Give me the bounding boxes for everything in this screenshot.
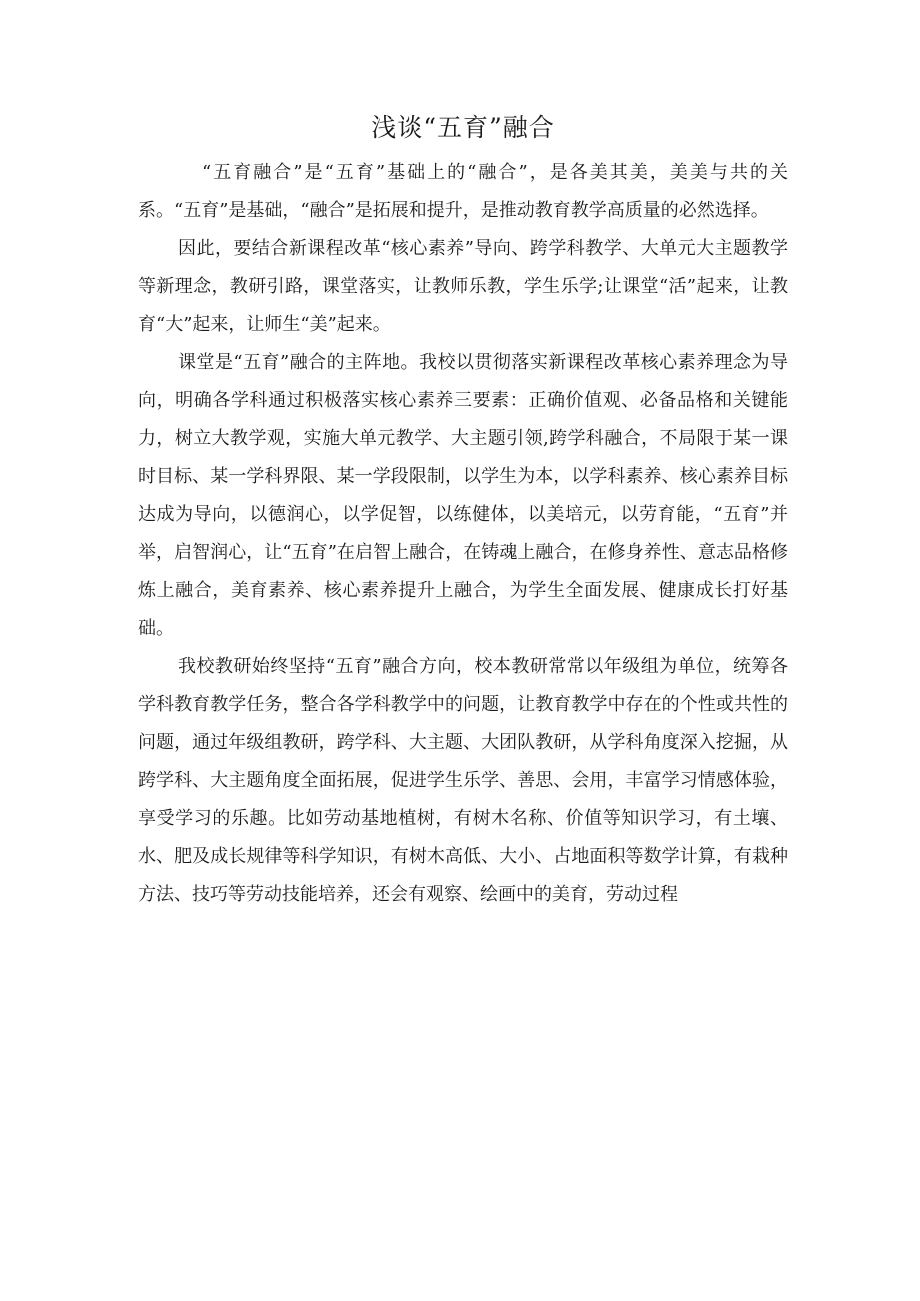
paragraph-4: 我校教研始终坚持“五育”融合方向，校本教研常常以年级组为单位，统筹各学科教育教学任务，整合各学科教学中的问题，让教育教学中存在的个性或共性的问题，通过年级组教研，跨学科、大主题、大团队教研，从学科角度深入挖掘，从跨学科、大主题角度全面拓展，促进学生乐学、善思、会用，丰富学习情感体验，享受学习的乐趣。比如劳动基地植树，有树木名称、价值等知识学习，有土壤、水、肥及成长规律等科学知识，有树木高低、大小、占地面积等数学计算，有栽种方法、技巧等劳动技能培养，还会有观察、绘画中的美育，劳动过程 <box>138 656 788 905</box>
document-page <box>138 108 788 914</box>
paragraph-3: 课堂是“五育”融合的主阵地。我校以贯彻落实新课程改革核心素养理念为导向，明确各学科通过积极落实核心素养三要素：正确价值观、必备品格和关键能力，树立大教学观，实施大单元教学、大主题引领,跨学科融合，不局限于某一课时目标、某一学科界限、某一学段限制，以学生为本，以学科素养、核心素养目标达成为导向，以德润心，以学促智，以练健体，以美培元，以劳育能，“五育”并举，启智润心，让“五育”在启智上融合，在铸魂上融合，在修身养性、意志品格修炼上融合，美育素养、核心素养提升上融合，为学生全面发展、健康成长打好基础。 <box>138 352 788 639</box>
document-title: 浅谈“五育”融合 <box>371 113 555 142</box>
paragraph-2: 因此，要结合新课程改革“核心素养”导向、跨学科教学、大单元大主题教学等新理念，教研引路，课堂落实，让教师乐教，学生乐学;让课堂“活”起来，让教育“大”起来，让师生“美”起来。 <box>138 238 788 335</box>
paragraph-1: “五育融合”是“五育”基础上的“融合”，是各美其美，美美与共的关系。“五育”是基础，“融合”是拓展和提升，是推动教育教学高质量的必然选择。 <box>138 162 788 221</box>
